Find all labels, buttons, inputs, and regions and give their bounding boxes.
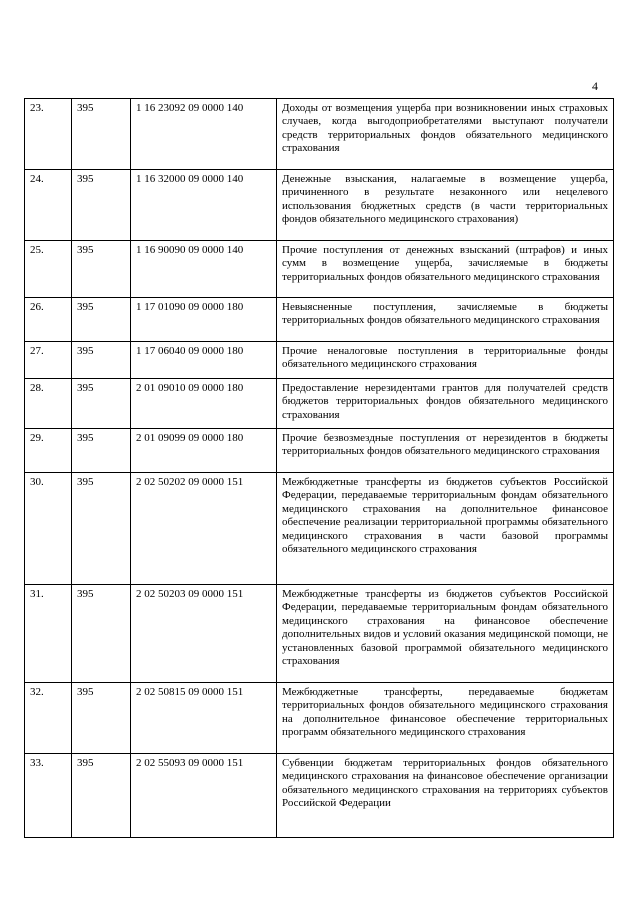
budget-classification-code: 2 01 09010 09 0000 180 xyxy=(131,378,277,428)
revenue-description: Предоставление нерезидентами грантов для получателей средств бюджетов территориальных фондов обязательного медицинского страхования xyxy=(277,378,614,428)
administrator-code: 395 xyxy=(72,99,131,170)
administrator-code: 395 xyxy=(72,241,131,298)
administrator-code: 395 xyxy=(72,342,131,379)
table-row xyxy=(25,585,614,683)
budget-classification-code: 1 16 32000 09 0000 140 xyxy=(131,170,277,241)
row-number: 25. xyxy=(25,241,72,298)
table-row xyxy=(25,170,614,241)
budget-classification-code: 2 02 50815 09 0000 151 xyxy=(131,683,277,754)
administrator-code: 395 xyxy=(72,298,131,342)
budget-classification-code: 1 16 90090 09 0000 140 xyxy=(131,241,277,298)
row-number: 29. xyxy=(25,429,72,473)
row-number: 26. xyxy=(25,298,72,342)
table-row xyxy=(25,683,614,754)
administrator-code: 395 xyxy=(72,429,131,473)
row-number: 24. xyxy=(25,170,72,241)
table-row xyxy=(25,754,614,838)
row-number: 28. xyxy=(25,378,72,428)
row-number: 30. xyxy=(25,473,72,585)
row-number: 33. xyxy=(25,754,72,838)
row-number: 23. xyxy=(25,99,72,170)
revenue-description: Прочие неналоговые поступления в территориальные фонды обязательного медицинского страхования xyxy=(277,342,614,379)
budget-classification-code: 2 02 50202 09 0000 151 xyxy=(131,473,277,585)
budget-classification-code: 2 02 50203 09 0000 151 xyxy=(131,585,277,683)
budget-codes-table xyxy=(24,98,614,838)
revenue-description: Денежные взыскания, налагаемые в возмещение ущерба, причиненного в результате незаконного или нецелевого использования бюджетных средств (в части территориальных фондов обязательного медицинского страхования) xyxy=(277,170,614,241)
revenue-description: Межбюджетные трансферты из бюджетов субъектов Российской Федерации, передаваемые территориальным фондам обязательного медицинского страхования на финансовое обеспечение дополнительных видов и условий оказания медицинской помощи, не установленных базовой программой обязательного медицинского страхования xyxy=(277,585,614,683)
budget-classification-code: 2 01 09099 09 0000 180 xyxy=(131,429,277,473)
revenue-description: Межбюджетные трансферты из бюджетов субъектов Российской Федерации, передаваемые территориальным фондам обязательного медицинского страхования на дополнительное финансовое обеспечение реализации территориальной программы обязательного медицинского страхования в части базовой программы обязательного медицинского страхования xyxy=(277,473,614,585)
table-row xyxy=(25,99,614,170)
budget-classification-code: 1 17 01090 09 0000 180 xyxy=(131,298,277,342)
administrator-code: 395 xyxy=(72,585,131,683)
row-number: 32. xyxy=(25,683,72,754)
revenue-description: Прочие безвозмездные поступления от нерезидентов в бюджеты территориальных фондов обязательного медицинского страхования xyxy=(277,429,614,473)
administrator-code: 395 xyxy=(72,378,131,428)
row-number: 31. xyxy=(25,585,72,683)
budget-classification-code: 1 16 23092 09 0000 140 xyxy=(131,99,277,170)
revenue-description: Межбюджетные трансферты, передаваемые бюджетам территориальных фондов обязательного медицинского страхования на дополнительное финансовое обеспечение территориальных программ обязательного медицинского страхования xyxy=(277,683,614,754)
revenue-description: Прочие поступления от денежных взысканий (штрафов) и иных сумм в возмещение ущерба, зачисляемые в бюджеты территориальных фондов обязательного медицинского страхования xyxy=(277,241,614,298)
budget-classification-code: 2 02 55093 09 0000 151 xyxy=(131,754,277,838)
table-row xyxy=(25,429,614,473)
table-row xyxy=(25,342,614,379)
page-number: 4 xyxy=(592,79,598,93)
revenue-description: Невыясненные поступления, зачисляемые в бюджеты территориальных фондов обязательного медицинского страхования xyxy=(277,298,614,342)
table-row xyxy=(25,473,614,585)
row-number: 27. xyxy=(25,342,72,379)
administrator-code: 395 xyxy=(72,754,131,838)
revenue-description: Доходы от возмещения ущерба при возникновении иных страховых случаев, когда выгодоприобретателями выступают получатели средств территориальных фондов обязательного медицинского страхования xyxy=(277,99,614,170)
table-row xyxy=(25,298,614,342)
budget-classification-code: 1 17 06040 09 0000 180 xyxy=(131,342,277,379)
table-row xyxy=(25,241,614,298)
revenue-description: Субвенции бюджетам территориальных фондов обязательного медицинского страхования на финансовое обеспечение организации обязательного медицинского страхования на территориях субъектов Российской Федерации xyxy=(277,754,614,838)
administrator-code: 395 xyxy=(72,170,131,241)
administrator-code: 395 xyxy=(72,683,131,754)
table-row xyxy=(25,378,614,428)
administrator-code: 395 xyxy=(72,473,131,585)
